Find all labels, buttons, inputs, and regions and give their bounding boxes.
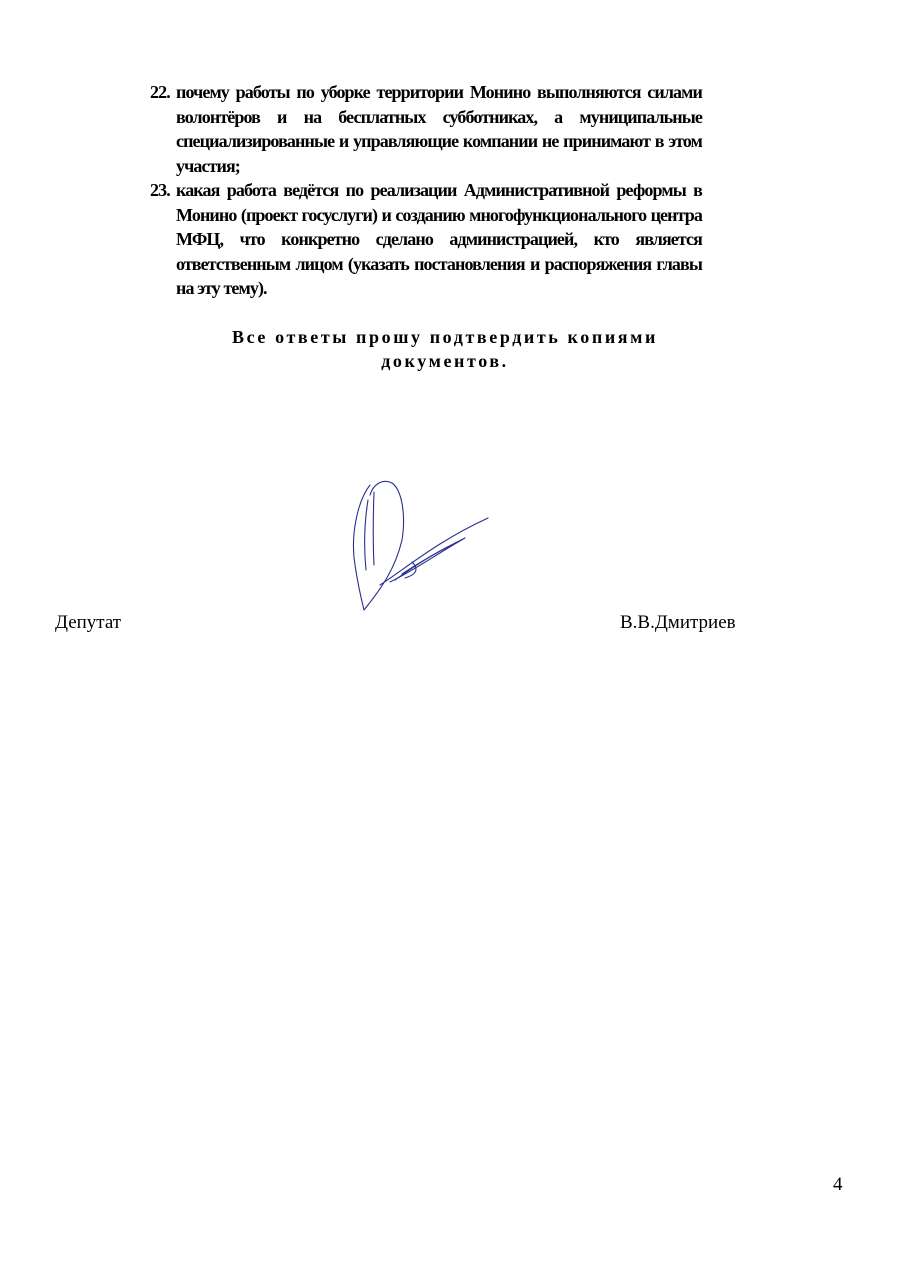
handwritten-signature — [340, 470, 500, 620]
item-number: 23. — [150, 180, 170, 200]
signature-stroke — [365, 500, 368, 570]
closing-line: документов. — [381, 351, 509, 371]
closing-line: Все ответы прошу подтвердить копиями — [232, 327, 658, 347]
signature-stroke — [380, 518, 488, 585]
signatory-title: Депутат — [55, 612, 122, 633]
item-text: почему работы по уборке территории Монино выполняются силами волонтёров и на бесплатных субботниках, а муниципальные специализированные и управляющие компании не принимают в этом участия; — [176, 82, 702, 176]
item-text: какая работа ведётся по реализации Административной реформы в Монино (проект госуслуги) и созданию многофункционального центра МФЦ, что конкретно сделано администрацией, кто является ответственным лицом (указать постановления и распоряжения главы на эту тему). — [176, 180, 702, 298]
signature-stroke — [353, 481, 403, 610]
signatory-name: В.В.Дмитриев — [620, 612, 736, 633]
list-item — [150, 178, 702, 301]
page-number: 4 — [833, 1174, 843, 1195]
closing-request — [200, 325, 690, 373]
item-number: 22. — [150, 82, 170, 102]
question-list — [150, 80, 702, 301]
list-item — [150, 80, 702, 178]
signature-stroke — [373, 492, 374, 565]
